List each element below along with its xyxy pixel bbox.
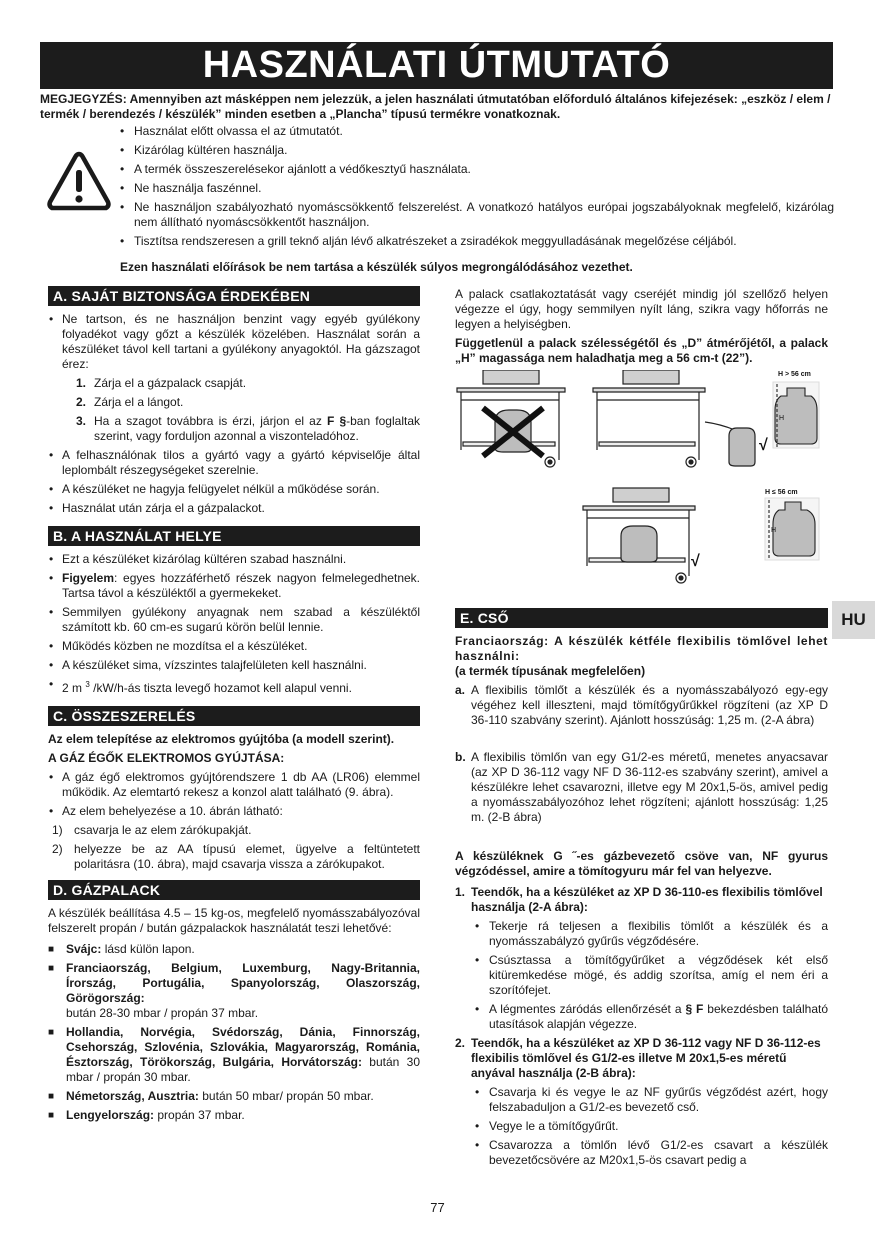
- grill-with-bottle-outside: [593, 370, 755, 467]
- section-a-intro: Ne tartson, és ne használjon benzint vagy egyéb gyúlékony folyadékot vagy gőzt a készülék közelében. Használat során a készüléket távol kell tartani a gyúlékony anyagoktól. Ha gázszagot érez:: [62, 312, 420, 371]
- step-number: 1.: [76, 376, 87, 390]
- list-item: • A felhasználónak tilos a gyártó vagy a gyártó képviselője által leplombált részegységeket szerelnie.: [48, 448, 420, 478]
- warning-list: [118, 124, 834, 253]
- step-text: helyezze be az AA típusú elemet, ügyelve a feltüntetett polaritásra (10. ábra), majd csavarja vissza a zárókupakot.: [74, 842, 420, 871]
- warning-conclusion: Ezen használati előírások be nem tartása a készülék súlyos megrongálódásához vezethet.: [120, 260, 633, 274]
- pressure-value: propán 37 mbar.: [154, 1108, 245, 1122]
- step-text: -ban foglaltak szerint, vagy forduljon azonnal a viszonteladóhoz.: [94, 414, 420, 443]
- list-item: • Csavarozza a tömlőn lévő G1/2-es csavart a készülék bevezetőcsövére az M20x1,5-ös csavart pedig a: [471, 1138, 828, 1168]
- emphasis-label: Figyelem: [62, 571, 115, 585]
- section-b-heading: B. A HASZNÁLAT HELYE: [48, 526, 420, 546]
- step-number: 2): [52, 842, 63, 856]
- list-item: [48, 677, 420, 696]
- list-item: [455, 1036, 828, 1168]
- list-item: • Vegye le a tömítőgyűrűt.: [471, 1119, 828, 1134]
- step-title: Teendők, ha a készüléket az XP D 36-112 vagy NF D 36-112-es flexibilis tömlővel és G1/2-es illetve M 20x1,5-es méretű anyával használja (2-B ábra):: [471, 1036, 821, 1080]
- step-title: Teendők, ha a készüléket az XP D 36-110-es flexibilis tömlővel használja (2-A ábra):: [471, 885, 823, 914]
- bottle-height-note: Függetlenül a palack szélességétől és „D” átmérőjétől, a palack „H” magassága nem haladhatja meg a 56 cm-t (22”).: [455, 336, 828, 365]
- section-c-subtitle: Az elem telepítése az elektromos gyújtóba (a modell szerint).: [48, 732, 395, 746]
- tall-bottle-figure: [773, 371, 819, 448]
- list-item: • A készüléket ne hagyja felügyelet nélkül a működése során.: [48, 482, 420, 497]
- list-item: • Használat után zárja el a gázpalackot.: [48, 501, 420, 516]
- list-item: [48, 1108, 420, 1123]
- list-item: [48, 312, 420, 444]
- step-number: 1): [52, 823, 63, 837]
- page-title: HASZNÁLATI ÚTMUTATÓ: [40, 42, 833, 89]
- step-number: 2.: [76, 395, 87, 409]
- country-label: Lengyelország:: [66, 1108, 155, 1122]
- item-text: A légmentes záródás ellenőrzését a: [489, 1002, 686, 1016]
- list-item: • Tekerje rá teljesen a flexibilis tömlőt a készülék és a nyomásszabályzó gyűrűs végződésére.: [471, 919, 828, 949]
- list-item: • Tisztítsa rendszeresen a grill teknő alján lévő alkatrészeket a zsiradékok meggyulladásának megelőzése céljából.: [118, 234, 834, 249]
- list-item: [48, 961, 420, 1021]
- item-text: /kW/h-ás tiszta levegő hozamot kell alapul venni.: [89, 681, 352, 695]
- list-item: • Csavarja ki és vegye le az NF gyűrűs végződést azért, hogy felszabaduljon a G1/2-es bevezető cső.: [471, 1085, 828, 1115]
- tall-bottle-label: H > 56 cm: [778, 371, 811, 378]
- right-column: [455, 287, 828, 1172]
- section-d-heading: D. GÁZPALACK: [48, 880, 420, 900]
- ventilation-note: A palack csatlakoztatását vagy cseréjét mindig jól szellőző helyen végezze el úgy, hogy semmilyen nyílt láng, szikra vagy hőforrás ne legyen a helyiségben.: [455, 287, 828, 331]
- page-number: 77: [430, 1200, 445, 1215]
- list-item: [48, 571, 420, 601]
- short-bottle-label: H ≤ 56 cm: [765, 489, 798, 496]
- list-item: [48, 1025, 420, 1085]
- item-text: 2 m: [62, 681, 86, 695]
- gas-inlet-note: A készüléknek G ˝-es gázbevezető csöve van, NF gyurus végzódéssel, amire a tömítogyuru már fel van helyezve.: [455, 849, 828, 878]
- pressure-value: bután 30 mbar / propán 30 mbar.: [66, 1055, 421, 1084]
- country-label: Németország, Ausztria:: [66, 1089, 199, 1103]
- height-label: H: [779, 415, 785, 422]
- section-reference: F §: [327, 414, 347, 428]
- country-label: Svájc:: [66, 942, 102, 956]
- item-text: A flexibilis tömlőn van egy G1/2-es méretű, menetes anyacsavar (az XP D 36-112 vagy NF D 36-112-es szabvány szerint), amivel a készülékre lehet csavarozni, illetve egy M 20x1,5-ös, amivel pedig a nyomásszabályozóhoz lehet rögzíteni; ajánlott hosszúság: 1,25 m. (2-B ábra): [471, 750, 828, 824]
- list-item: • Működés közben ne mozdítsa el a készüléket.: [48, 639, 420, 654]
- pressure-value: bután 50 mbar/ propán 50 mbar.: [198, 1089, 374, 1103]
- section-reference: § F: [685, 1002, 704, 1016]
- list-item: [76, 376, 420, 391]
- list-item: [76, 395, 420, 410]
- step-number: 2.: [455, 1036, 466, 1050]
- section-d-intro: A készülék beállítása 4.5 – 15 kg-os, megfelelő nyomásszabályozóval felszerelt propán / bután gázpalackok használatát teszi lehetővé:: [48, 906, 420, 935]
- section-e-intro-note: (a termék típusának megfelelően): [455, 664, 646, 678]
- pressure-value: bután 28-30 mbar / propán 37 mbar.: [66, 1006, 259, 1020]
- list-item: • Csúsztassa a tömítőgyűrűket a végződések két első kitüremkedése mögé, és addig szorítsa, amíg el nem éri a szorítófejet.: [471, 953, 828, 998]
- list-item: [455, 750, 828, 825]
- step-text: Zárja el a lángot.: [94, 395, 184, 409]
- list-item: • Ne használjon szabályozható nyomáscsökkentő felszerelést. A vonatkozó hatályos európai jogszabályoknak megfelelő, kizárólag nem állítható nyomáscsökkentőt használjon.: [118, 200, 834, 230]
- general-note: MEGJEGYZÉS: Amennyiben azt másképpen nem jelezzük, a jelen használati útmutatóban előforduló általános kifejezések: „eszköz / elem / termék / berendezés / készülék” minden esetben a „Plancha” típusú termékre vonatkoznak.: [40, 92, 831, 121]
- check-mark-icon: √: [691, 553, 700, 570]
- item-text: A flexibilis tömlőt a készülék és a nyomásszabályozó egy-egy végéhez kell illeszteni, majd tömítőgyűrűkkel rögzíteni (az XP D 36-110 szabvány szerint). Ajánlott hosszúság: 1,25 m. (2-A ábra): [471, 683, 828, 727]
- list-item: • Ezt a készüléket kizárólag kültéren szabad használni.: [48, 552, 420, 567]
- list-item: [471, 1002, 828, 1032]
- country-label: ■ Franciaország, Belgium, Luxemburg, Nagy-Britannia, Írország, Portugália, Spanyolország, Olaszország, Görögország:: [66, 961, 420, 1005]
- list-item: [48, 823, 420, 838]
- left-column: [48, 286, 420, 1127]
- list-item: [76, 414, 420, 444]
- item-letter: a.: [455, 683, 466, 697]
- language-tab: HU: [832, 601, 875, 639]
- list-item: • A gáz égő elektromos gyújtórendszere 1 db AA (LR06) elemmel működik. Az elemtartó rekesz a konzol alatt található (9. ábra).: [48, 770, 420, 800]
- item-text: bekezdésben található utasítások alapján végezze.: [489, 1002, 828, 1031]
- list-item: [455, 885, 828, 1032]
- list-item: • A készüléket sima, vízszintes talajfelületen kell használni.: [48, 658, 420, 673]
- list-item: • Az elem behelyezése a 10. ábrán látható:: [48, 804, 420, 819]
- check-mark-icon: √: [759, 437, 768, 454]
- list-item: • Ne használja faszénnel.: [118, 181, 834, 196]
- section-a-heading: A. SAJÁT BIZTONSÁGA ÉRDEKÉBEN: [48, 286, 420, 306]
- pressure-value: lásd külön lapon.: [101, 942, 195, 956]
- grill-with-bottle-inside-crossed: [457, 370, 565, 467]
- short-bottle-figure: [765, 489, 819, 560]
- list-item: [455, 683, 828, 728]
- section-e-heading: E. CSŐ: [455, 608, 828, 628]
- warning-triangle-icon: [46, 150, 112, 212]
- list-item: • A termék összeszerelésekor ajánlott a védőkesztyű használata.: [118, 162, 834, 177]
- item-letter: b.: [455, 750, 466, 764]
- step-number: 1.: [455, 885, 466, 899]
- list-item: • Használat előtt olvassa el az útmutatót.: [118, 124, 834, 139]
- grill-with-small-bottle-inside: [583, 488, 695, 583]
- section-c-subtitle: A GÁZ ÉGŐK ELEKTROMOS GYÚJTÁSA:: [48, 751, 285, 765]
- section-c-heading: C. ÖSSZESZERELÉS: [48, 706, 420, 726]
- list-item: [48, 1089, 420, 1104]
- step-number: 3.: [76, 414, 87, 428]
- step-text: csavarja le az elem zárókupakját.: [74, 823, 252, 837]
- step-text: Ha a szagot továbbra is érzi, járjon el az: [94, 414, 327, 428]
- list-item: • Kizárólag kültéren használja.: [118, 143, 834, 158]
- list-item: [48, 942, 420, 957]
- list-item: • Semmilyen gyúlékony anyagnak nem szabad a készüléktől számított kb. 60 cm-es sugarú körön belül lennie.: [48, 605, 420, 635]
- superscript: 3: [85, 680, 90, 689]
- step-text: Zárja el a gázpalack csapját.: [94, 376, 247, 390]
- height-label: H: [771, 527, 777, 534]
- gas-bottle-placement-diagram: [455, 370, 828, 600]
- section-e-intro: Franciaország: A készülék kétféle flexibilis tömlővel lehet használni:: [455, 634, 828, 663]
- list-item: [48, 842, 420, 872]
- country-label: Hollandia, Norvégia, Svédország, Dánia, Finnország, Csehország, Szlovénia, Szlovákia, Magyarország, Románia, Észtország, Törökország, Bulgária, Horvátország:: [66, 1025, 420, 1069]
- item-text: : egyes hozzáférhető részek nagyon felmelegedhetnek. Tartsa távol a készüléktől a gyermekeket.: [62, 571, 420, 600]
